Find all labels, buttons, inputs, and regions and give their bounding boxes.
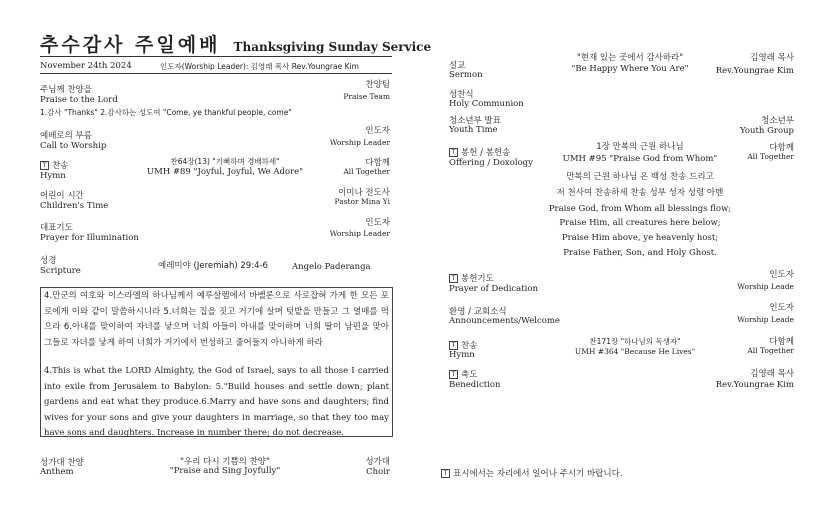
hymn2-title-en: UMH #364 "Because He Lives" [574, 347, 696, 356]
anthem-ko: 성가대 찬양 [40, 458, 84, 468]
anthem-choir-en: Choir [366, 467, 390, 477]
hymn-together-en: All Together [343, 167, 390, 176]
anthem-title-ko: "우리 다시 기쁨의 찬양" [180, 457, 270, 467]
youth-en: Youth Time [449, 125, 498, 135]
doxology-line-1: 만복의 근원 하나님 온 백성 찬송 드리고 [566, 172, 714, 182]
worship-leader: 인도자(Worship Leader): 김영래 목사 Rev.Youngrae Kim [160, 62, 359, 71]
dedication-ko: T 봉헌기도 [449, 274, 494, 284]
welcome-en: Announcements/Welcome [449, 316, 560, 326]
prayer-leader-ko: 인도자 [365, 218, 390, 228]
hymn-en: Hymn [40, 171, 66, 181]
stand-marker-icon: T [449, 370, 458, 379]
hymn2-together-en: All Together [747, 346, 794, 355]
communion-en: Holy Communion [449, 99, 524, 109]
stand-marker-icon: T [40, 161, 49, 170]
benediction-pastor-en: Rev.Youngrae Kim [715, 380, 794, 390]
benediction-en: Benediction [449, 380, 501, 390]
welcome-ko: 환영 / 교회소식 [449, 307, 507, 317]
prayer-en: Prayer for Illumination [40, 233, 139, 243]
scripture-en: Scripture [40, 266, 81, 276]
call-leader-ko: 인도자 [365, 126, 390, 136]
hymn-title-ko: 찬64장(13) "기뻐하며 경배하세" [170, 157, 280, 166]
communion-ko: 성찬식 [449, 90, 474, 100]
doxology-line-5: Praise Him above, ye heavenly host; [561, 233, 719, 243]
benediction-ko: T 축도 [449, 370, 477, 380]
anthem-choir-ko: 성가대 [365, 457, 390, 467]
praise-team-en: Praise Team [343, 92, 390, 101]
dedication-en: Prayer of Dedication [449, 284, 538, 294]
service-date: November 24th 2024 [40, 61, 132, 71]
benediction-pastor-ko: 김영래 목사 [750, 369, 794, 379]
prayer-leader-en: Worship Leader [329, 229, 390, 238]
sermon-pastor-en: Rev.Youngrae Kim [715, 66, 794, 76]
dedication-leader-ko: 인도자 [769, 270, 794, 280]
praise-en: Praise to the Lord [40, 95, 118, 105]
youth-group-en: Youth Group [740, 126, 794, 136]
scripture-text-english: 4.This is what the LORD Almighty, the God of Israel, says to all those I carried into exile from Jerusalem to Babylon: 5."Build houses and settle down; plant gardens and eat what they produce.6.Marry and have sons and daughters; find wives for your sons and give your daughters in marriage, so that they too may have sons and daughters. Increase in number there; do not decrease. [44, 366, 389, 439]
youth-ko: 청소년부 발표 [449, 116, 501, 126]
stand-marker-icon: T [449, 274, 458, 283]
scripture-text-korean: 4.만군의 여호와 이스라엘의 하나님께서 예루살렘에서 바벨론으로 사로잡혀 가게 한 모든 포로에게 이와 같이 말씀하시니라 5.너희는 집을 짓고 거기에 살며 텃밭을 만들고 그 열매를 먹으라 6.아내를 맞이하여 자녀를 낳으며 너희 아들이 아내를 맞이하며 너희 딸이 남편을 맞아 그들로 자녀를 낳게 하여 너희가 거기에서 번성하고 줄어들지 아니하게 하라 [44, 291, 389, 348]
header-rule-bottom [40, 73, 392, 74]
scripture-box [40, 287, 393, 437]
offering-ko: T 봉헌 / 봉헌송 [449, 148, 510, 158]
offering-en: Offering / Doxology [449, 158, 533, 168]
hymn-title-en: UMH #89 "Joyful, Joyful, We Adore" [146, 167, 304, 177]
hymn2-en: Hymn [449, 350, 475, 360]
offering-together-ko: 다함께 [769, 143, 794, 153]
sermon-ko: 설교 [449, 61, 466, 71]
sermon-title-ko: "현재 있는 곳에서 감사하라" [576, 53, 684, 63]
header-rule-top [40, 56, 392, 57]
doxology-title-en: UMH #95 "Praise God from Whom" [562, 154, 718, 164]
praise-songs-note: 1.감사 "Thanks" 2.감사하는 성도여 "Come, ye thankful people, come" [40, 108, 292, 117]
scripture-ko: 성경 [40, 256, 57, 266]
welcome-leader-en: Worship Leade [737, 315, 794, 324]
children-pastor-en: Pastor Mina Yi [334, 197, 390, 206]
doxology-line-3: Praise God, from Whom all blessings flow; [548, 204, 732, 214]
anthem-en: Anthem [40, 467, 74, 477]
doxology-title-ko: 1장 만복의 근원 하나님 [596, 142, 684, 152]
offering-together-en: All Together [747, 152, 794, 161]
stand-marker-icon: T [449, 148, 458, 157]
children-ko: 어린이 시간 [40, 191, 84, 201]
title-korean: 추수감사 주일예배 [40, 34, 221, 56]
sermon-title-en: "Be Happy Where You Are" [571, 64, 689, 74]
hymn-ko: T 찬송 [40, 161, 68, 171]
sermon-en: Sermon [449, 70, 483, 80]
dedication-leader-en: Worship Leade [737, 282, 794, 291]
hymn-together-ko: 다함께 [365, 158, 390, 168]
children-pastor-ko: 이미나 전도사 [338, 188, 390, 198]
doxology-line-2: 저 천사여 찬송하세 찬송 성부 성자 성령 아멘 [556, 188, 724, 198]
prayer-ko: 대표기도 [40, 223, 73, 233]
scripture-reference: 예레미야 (Jeremiah) 29:4-6 [158, 261, 268, 271]
hymn2-together-ko: 다함께 [769, 337, 794, 347]
praise-team-ko: 찬양팀 [365, 80, 390, 90]
praise-ko: 주님께 찬양을 [40, 85, 92, 95]
service-title [40, 30, 431, 57]
doxology-line-4: Praise Him, all creatures here below; [559, 218, 721, 228]
doxology-line-6: Praise Father, Son, and Holy Ghost. [563, 248, 717, 258]
title-english: Thanksgiving Sunday Service [233, 40, 432, 54]
footnote: T 표시에서는 자리에서 일어나 주시기 바랍니다. [441, 469, 623, 479]
hymn2-title-ko: 찬171장 "하나님의 독생자" [589, 337, 681, 346]
sermon-pastor-ko: 김영래 목사 [750, 53, 794, 63]
anthem-title-en: "Praise and Sing Joyfully" [169, 466, 281, 476]
call-leader-en: Worship Leader [329, 138, 390, 147]
call-worship-en: Call to Worship [40, 141, 107, 151]
call-worship-ko: 예배로의 부름 [40, 131, 92, 141]
children-en: Children's Time [40, 201, 109, 211]
youth-group-ko: 청소년부 [761, 116, 794, 126]
stand-marker-icon: T [449, 341, 458, 350]
welcome-leader-ko: 인도자 [769, 303, 794, 313]
hymn2-ko: T 찬송 [449, 341, 477, 351]
stand-marker-icon: T [441, 469, 450, 478]
scripture-reader: Angelo Paderanga [292, 262, 371, 272]
